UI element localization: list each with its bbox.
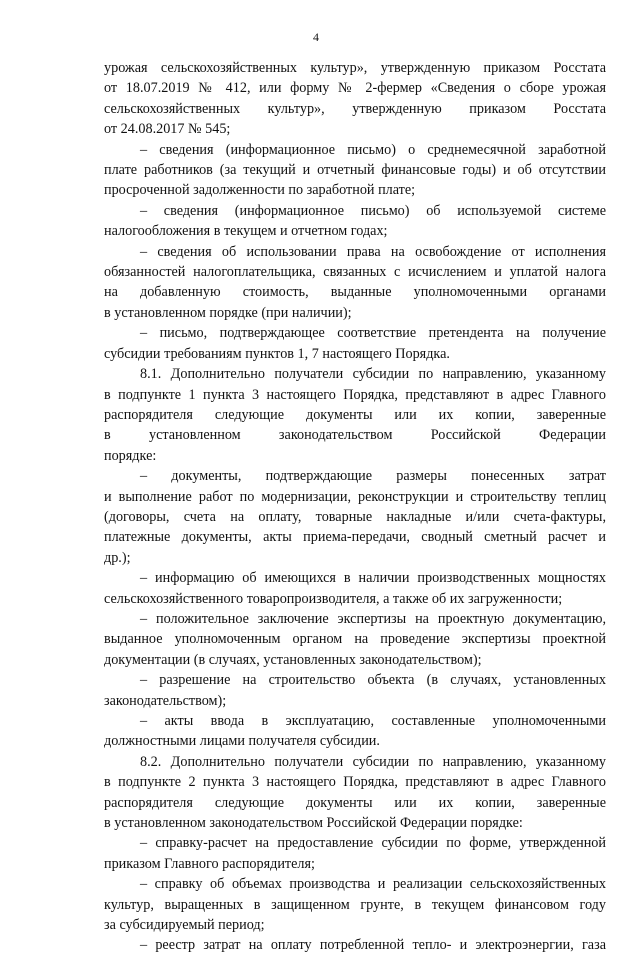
text-line: субсидии требованиям пунктов 1, 7 настоящего Порядка.	[104, 345, 450, 362]
text-line: – акты ввода в эксплуатацию, составленные уполномоченными	[140, 713, 606, 729]
text-line: урожая сельскохозяйственных культур», утвержденную приказом Росстата	[104, 60, 606, 76]
text-line: обязанностей налогоплательщика, связанных с исчислением и уплатой налога	[104, 264, 606, 281]
text-line: в установленном порядке (при наличии);	[104, 304, 352, 321]
text-line: в подпункте 2 пункта 3 настоящего Порядка, представляют в адрес Главного	[104, 774, 606, 791]
text-line: – сведения об использовании права на освобождение от исполнения	[140, 243, 606, 260]
text-line: распорядителя следующие документы или их копии, заверенные	[104, 794, 606, 811]
text-line: – положительное заключение экспертизы на проектную документацию,	[140, 610, 606, 627]
text-line: сельскохозяйственного товаропроизводителя, а также об их загруженности;	[104, 590, 563, 607]
text-line: – справку-расчет на предоставление субсидии по форме, утвержденной	[140, 835, 606, 852]
text-line: в установленном законодательством Российской Федерации порядке:	[104, 815, 523, 832]
text-line: выданное уполномоченным органом на проведение экспертизы проектной	[104, 631, 606, 648]
text-line: – письмо, подтверждающее соответствие претендента на получение	[140, 325, 606, 342]
text-line: от 18.07.2019 № 412, или форму № 2-фермер «Сведения о сборе урожая	[104, 80, 606, 97]
text-line: приказом Главного распорядителя;	[104, 855, 315, 872]
text-line: распорядителя следующие документы или их копии, заверенные	[104, 406, 606, 423]
text-line: в подпункте 1 пункта 3 настоящего Порядка, представляют в адрес Главного	[104, 386, 606, 403]
text-line: за субсидируемый период;	[104, 917, 265, 934]
text-line: (договоры, счета на оплату, товарные накладные и/или счета-фактуры,	[104, 508, 606, 525]
text-line: сельскохозяйственных культур», утвержденную приказом Росстата	[104, 100, 606, 117]
text-line: др.);	[104, 549, 131, 566]
text-line: и выполнение работ по модернизации, реконструкции и строительству теплиц	[104, 488, 606, 505]
text-line: – сведения (информационное письмо) о среднемесячной заработной	[140, 141, 606, 158]
text-line: от 24.08.2017 № 545;	[104, 121, 231, 138]
text-line: должностными лицами получателя субсидии.	[104, 733, 380, 750]
text-line: законодательством);	[104, 692, 227, 709]
text-line: порядке:	[104, 447, 157, 464]
text-line: – справку об объемах производства и реализации сельскохозяйственных	[140, 876, 606, 893]
text-line: 8.2. Дополнительно получатели субсидии по направлению, указанному	[140, 753, 606, 770]
text-line: культур, выращенных в защищенном грунте, в текущем финансовом году	[104, 896, 606, 913]
text-line: просроченной задолженности по заработной плате;	[104, 182, 416, 199]
text-line: налогообложения в текущем и отчетном годах;	[104, 223, 388, 240]
text-line: – реестр затрат на оплату потребленной тепло- и электроэнергии, газа	[140, 937, 606, 954]
page-number: 4	[313, 30, 319, 44]
text-line: – сведения (информационное письмо) об используемой системе	[140, 202, 606, 219]
text-line: – информацию об имеющихся в наличии производственных мощностях	[140, 570, 606, 587]
text-line: 8.1. Дополнительно получатели субсидии по направлению, указанному	[140, 366, 606, 383]
text-line: в установленном законодательством Российской Федерации	[104, 427, 606, 444]
text-line: плате работников (за текущий и отчетный финансовые годы) и об отсутствии	[104, 162, 606, 179]
text-line: – разрешение на строительство объекта (в случаях, установленных	[140, 672, 606, 689]
document-body	[104, 58, 606, 956]
text-line: – документы, подтверждающие размеры понесенных затрат	[140, 468, 606, 485]
text-line: документации (в случаях, установленных законодательством);	[104, 651, 482, 668]
text-line: на добавленную стоимость, выданные уполномоченными органами	[104, 284, 606, 301]
text-line: платежные документы, акты приема-передачи, сводный сметный расчет и	[104, 529, 606, 546]
